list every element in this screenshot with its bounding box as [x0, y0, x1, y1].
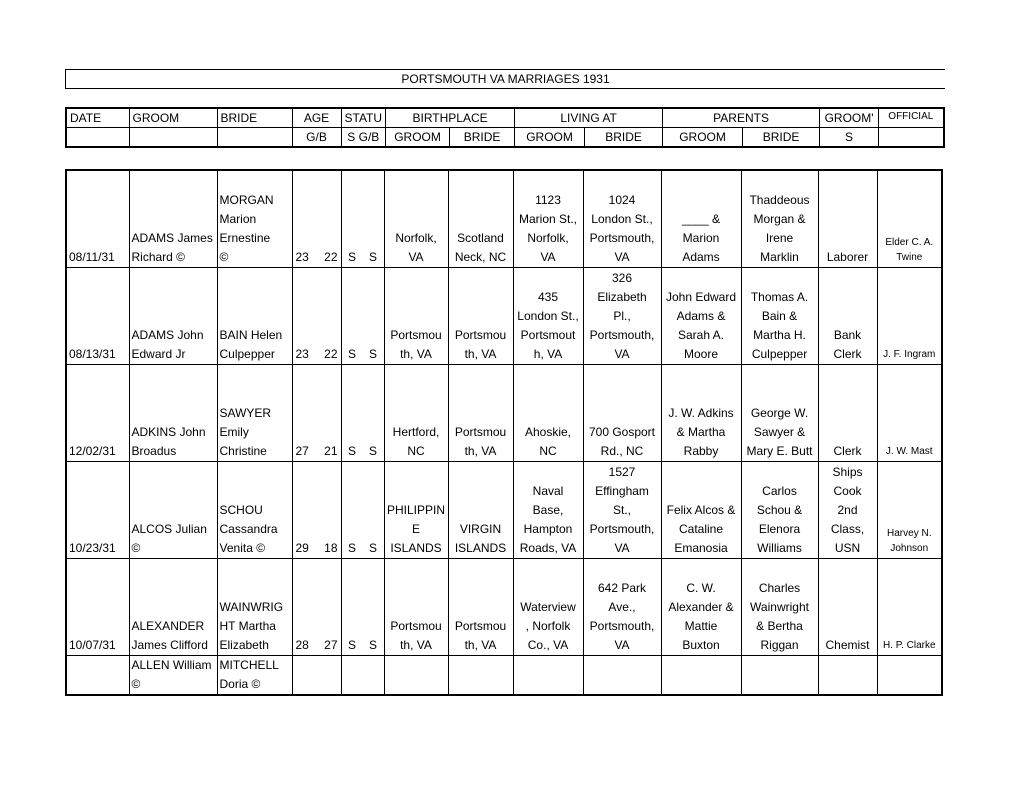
cell-official: Elder C. A. Twine	[877, 170, 942, 268]
cell-groom: ADAMS James Richard ©	[129, 170, 217, 268]
cell-living-bride: 642 Park Ave., Portsmouth, VA	[583, 559, 661, 656]
table-row	[66, 559, 942, 656]
header-row-sub	[66, 128, 944, 148]
cell-parents-groom: C. W. Alexander & Mattie Buxton	[661, 559, 741, 656]
cell-parents-groom: John Edward Adams & Sarah A. Moore	[661, 268, 741, 365]
cell-birthplace-bride: Portsmou th, VA	[448, 268, 513, 365]
cell-status-groom: S	[347, 638, 356, 652]
cell-official: H. P. Clarke	[877, 559, 942, 656]
header-parents: PARENTS	[663, 108, 820, 128]
cell-living-bride	[583, 656, 661, 696]
cell-living-groom	[513, 656, 583, 696]
page-title: PORTSMOUTH VA MARRIAGES 1931	[65, 69, 945, 89]
table-row	[66, 268, 942, 365]
cell-birthplace-bride: Scotland Neck, NC	[448, 170, 513, 268]
header-age: AGE	[292, 108, 341, 128]
cell-status	[341, 365, 384, 462]
table-row	[66, 170, 942, 268]
cell-status-bride: S	[368, 638, 377, 652]
cell-birthplace-bride: VIRGIN ISLANDS	[448, 462, 513, 559]
cell-living-groom: 1123 Marion St., Norfolk, VA	[513, 170, 583, 268]
cell-official: Harvey N. Johnson	[877, 462, 942, 559]
cell-parents-bride: Thomas A. Bain & Martha H. Culpepper	[741, 268, 818, 365]
header-age-sub: G/B	[292, 128, 341, 148]
cell-age-groom: 27	[295, 444, 309, 458]
cell-bride: MORGAN Marion Ernestine ©	[217, 170, 292, 268]
header-groom: GROOM	[129, 108, 217, 128]
cell-age	[292, 170, 341, 268]
cell-parents-bride: George W. Sawyer & Mary E. Butt	[741, 365, 818, 462]
cell-birthplace-groom: Hertford, NC	[384, 365, 448, 462]
cell-age	[292, 656, 341, 696]
header-date-blank	[66, 128, 129, 148]
header-groom-blank	[129, 128, 217, 148]
cell-groom: ADAMS John Edward Jr	[129, 268, 217, 365]
cell-status-groom: S	[347, 250, 356, 264]
cell-occupation: Clerk	[818, 365, 877, 462]
cell-birthplace-bride: Portsmou th, VA	[448, 559, 513, 656]
cell-living-bride: 1527 Effingham St., Portsmouth, VA	[583, 462, 661, 559]
cell-age-bride: 22	[324, 250, 338, 264]
cell-parents-groom: Felix Alcos & Cataline Emanosia	[661, 462, 741, 559]
cell-date: 10/07/31	[66, 559, 129, 656]
cell-bride: BAIN Helen Culpepper	[217, 268, 292, 365]
cell-birthplace-bride: Portsmou th, VA	[448, 365, 513, 462]
header-official-blank	[879, 128, 944, 148]
cell-groom: ADKINS John Broadus	[129, 365, 217, 462]
cell-occupation: Laborer	[818, 170, 877, 268]
table-row	[66, 656, 942, 696]
header-date: DATE	[66, 108, 129, 128]
header-status: STATU	[341, 108, 386, 128]
cell-living-groom: Waterview , Norfolk Co., VA	[513, 559, 583, 656]
cell-age-groom: 29	[295, 541, 309, 555]
header-status-sub: S G/B	[341, 128, 386, 148]
cell-birthplace-groom	[384, 656, 448, 696]
cell-birthplace-groom: Portsmou th, VA	[384, 268, 448, 365]
cell-bride: SAWYER Emily Christine	[217, 365, 292, 462]
cell-age-groom: 23	[295, 250, 309, 264]
cell-parents-groom: J. W. Adkins & Martha Rabby	[661, 365, 741, 462]
cell-occupation: Chemist	[818, 559, 877, 656]
cell-age-bride: 27	[324, 638, 338, 652]
cell-living-groom: Naval Base, Hampton Roads, VA	[513, 462, 583, 559]
cell-bride: SCHOU Cassandra Venita ©	[217, 462, 292, 559]
cell-bride: MITCHELL Doria ©	[217, 656, 292, 696]
cell-status-bride: S	[368, 444, 377, 458]
cell-status-groom: S	[347, 541, 356, 555]
header-birthplace: BIRTHPLACE	[386, 108, 515, 128]
cell-parents-bride: Charles Wainwright & Bertha Riggan	[741, 559, 818, 656]
marriage-records-table	[65, 169, 943, 696]
table-row	[66, 462, 942, 559]
cell-birthplace-groom: Norfolk, VA	[384, 170, 448, 268]
cell-birthplace-groom: PHILIPPIN E ISLANDS	[384, 462, 448, 559]
cell-groom: ALEXANDER James Clifford	[129, 559, 217, 656]
table-row	[66, 365, 942, 462]
cell-living-groom: Ahoskie, NC	[513, 365, 583, 462]
cell-parents-bride: Carlos Schou & Elenora Williams	[741, 462, 818, 559]
header-occupation-sub: S	[820, 128, 879, 148]
cell-date: 08/11/31	[66, 170, 129, 268]
cell-status	[341, 656, 384, 696]
cell-age	[292, 462, 341, 559]
cell-status-bride: S	[368, 347, 377, 361]
cell-parents-groom: ____ & Marion Adams	[661, 170, 741, 268]
cell-age	[292, 365, 341, 462]
cell-occupation: Bank Clerk	[818, 268, 877, 365]
cell-official: J. F. Ingram	[877, 268, 942, 365]
column-header-table	[65, 107, 945, 148]
header-bride: BRIDE	[217, 108, 292, 128]
cell-date	[66, 656, 129, 696]
cell-status	[341, 559, 384, 656]
cell-parents-groom	[661, 656, 741, 696]
cell-groom: ALLEN William ©	[129, 656, 217, 696]
cell-groom: ALCOS Julian ©	[129, 462, 217, 559]
cell-status	[341, 170, 384, 268]
cell-occupation: Ships Cook 2nd Class, USN	[818, 462, 877, 559]
cell-living-bride: 700 Gosport Rd., NC	[583, 365, 661, 462]
cell-status-bride: S	[368, 541, 377, 555]
header-official: OFFICIAL	[879, 108, 944, 128]
cell-living-bride: 1024 London St., Portsmouth, VA	[583, 170, 661, 268]
cell-age-groom: 28	[295, 638, 309, 652]
cell-bride: WAINWRIG HT Martha Elizabeth	[217, 559, 292, 656]
header-occupation: GROOM'	[820, 108, 879, 128]
header-living-bride: BRIDE	[585, 128, 663, 148]
cell-age-groom: 23	[295, 347, 309, 361]
header-living-groom: GROOM	[515, 128, 585, 148]
cell-status-bride: S	[368, 250, 377, 264]
cell-age	[292, 268, 341, 365]
cell-status	[341, 268, 384, 365]
cell-parents-bride	[741, 656, 818, 696]
cell-date: 10/23/31	[66, 462, 129, 559]
header-parents-groom: GROOM	[663, 128, 743, 148]
cell-official	[877, 656, 942, 696]
cell-age-bride: 18	[324, 541, 338, 555]
cell-status-groom: S	[347, 347, 356, 361]
cell-parents-bride: Thaddeous Morgan & Irene Marklin	[741, 170, 818, 268]
cell-status	[341, 462, 384, 559]
cell-age	[292, 559, 341, 656]
cell-official: J. W. Mast	[877, 365, 942, 462]
cell-occupation	[818, 656, 877, 696]
header-bride-blank	[217, 128, 292, 148]
header-birth-bride: BRIDE	[450, 128, 515, 148]
cell-date: 12/02/31	[66, 365, 129, 462]
cell-birthplace-groom: Portsmou th, VA	[384, 559, 448, 656]
cell-status-groom: S	[347, 444, 356, 458]
cell-living-bride: 326 Elizabeth Pl., Portsmouth, VA	[583, 268, 661, 365]
cell-age-bride: 21	[324, 444, 338, 458]
header-parents-bride: BRIDE	[743, 128, 820, 148]
cell-age-bride: 22	[324, 347, 338, 361]
cell-birthplace-bride	[448, 656, 513, 696]
header-row-main	[66, 108, 944, 128]
header-living-at: LIVING AT	[515, 108, 663, 128]
header-birth-groom: GROOM	[386, 128, 450, 148]
cell-date: 08/13/31	[66, 268, 129, 365]
cell-living-groom: 435 London St., Portsmout h, VA	[513, 268, 583, 365]
